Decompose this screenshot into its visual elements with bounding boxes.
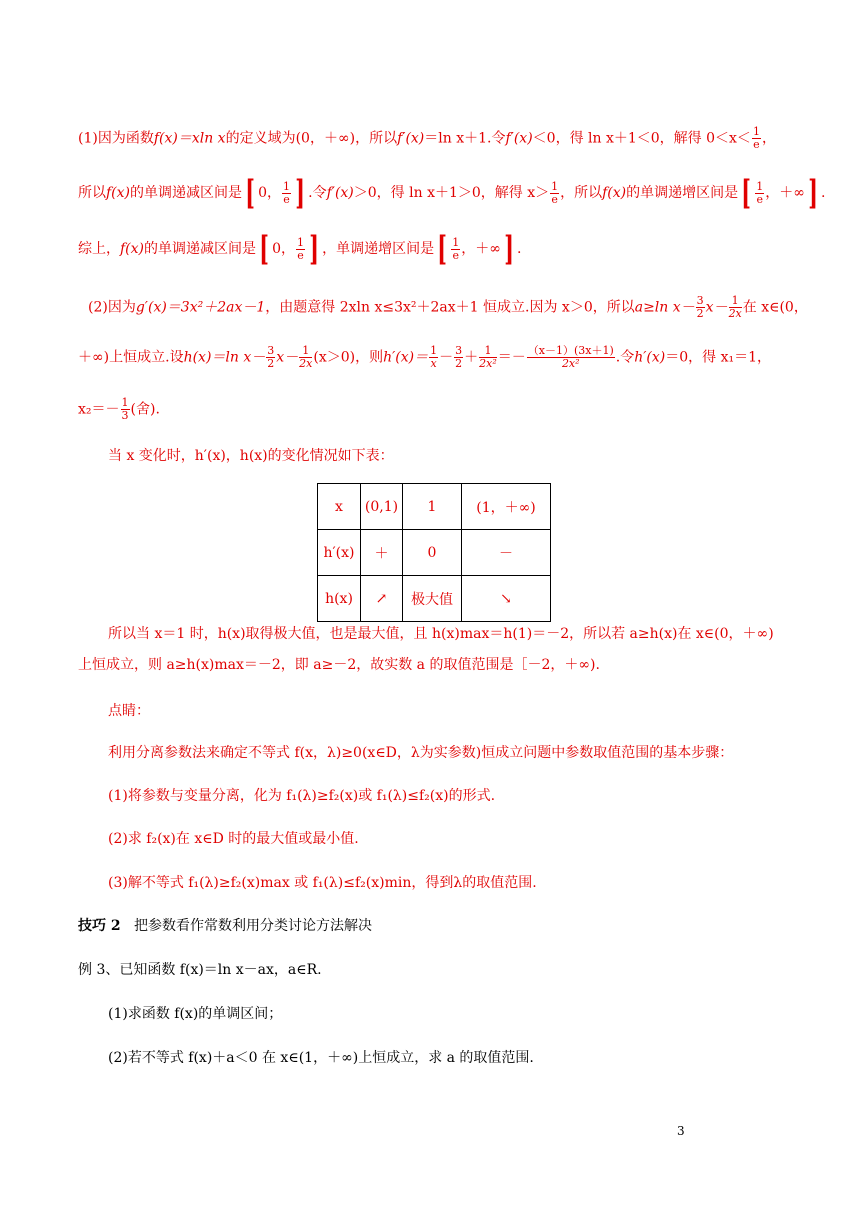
conclusion-line1: 所以当 x＝1 时，h(x)取得极大值，也是最大值，且 h(x)max＝h(1)＝－2，所以若 a≥h(x)在 x∈(0，＋∞)	[108, 626, 774, 642]
text: ＝ln x＋1.令	[424, 130, 506, 147]
skill2-title: 把参数看作常数利用分类讨论方法解决	[133, 918, 372, 934]
table-cell: (0,1)	[361, 484, 403, 530]
text: f(x)＝xln x	[153, 130, 226, 147]
text: 的单调递减区间是	[130, 185, 243, 201]
bracket-right-icon: ]	[504, 229, 514, 269]
table-cell: h′(x)	[318, 530, 361, 576]
tip-title: 点睛：	[108, 703, 150, 719]
table-cell: h(x)	[318, 576, 361, 622]
solution-part1-line3: 综上，f(x)的单调递减区间是[ 0， $\frac{1}{e}$ ] ，单调递增区间是[ $\frac{1}{e}$ ，＋∞] .	[78, 229, 522, 269]
skill2-heading	[78, 916, 372, 936]
table-cell: ＋	[361, 530, 403, 576]
fraction: $\frac{1}{2x}$	[299, 344, 313, 370]
bracket-right-icon: ]	[309, 229, 319, 269]
solution-part2-line2: ＋∞)上恒成立.设h(x)＝ln x－ $\frac{3}{2}$ x－ $\frac{1}{2x}(x>0)$，则h′(x)＝ $\frac{1}{x}-$ $\frac{3}{2}$ ＋ $\frac{1}{\text{2x²}}=-$ $\frac{(x-1)(3x+1)}{\text{2x²}}$.令h′(x)＝0，得 x₁＝1，	[78, 344, 771, 370]
bracket-left-icon: [	[741, 173, 752, 213]
solution-part1-line1: (1)因为函数f(x)＝xln x的定义域为(0，＋∞)，所以f′(x)＝ln x＋1.令f′(x)＜0，得 ln x＋1＜0，解得 0＜x＜ $\frac{1}{e}$ ，	[78, 125, 776, 151]
fraction: $\frac{1}{2x}$	[728, 294, 742, 320]
fraction: $\frac{1}{e}$	[283, 179, 291, 206]
table-cell: 极大值	[403, 576, 462, 622]
fraction: $\frac{1}{e}$	[452, 235, 460, 262]
variation-table	[317, 483, 551, 622]
solution-part1-line2: 所以f(x)的单调递减区间是[ 0， $\frac{1}{e}$ ] .令f′(x)＞0，得 ln x＋1＞0，解得 x＞ $\frac{1}{e}$ ，所以f(x)的单调递增区间是[ $\frac{1}{e}$ ，＋∞] .	[78, 173, 826, 213]
conclusion-line2: 上恒成立，则 a≥h(x)max＝－2，即 a≥－2，故实数 a 的取值范围是［－2，＋∞).	[78, 657, 600, 673]
fraction: $\frac{(x-1)(3x+1)}{\text{2x²}}$	[527, 344, 614, 370]
fraction: $\frac{1}{e}$	[551, 179, 559, 206]
solution-part2-line1: (2)因为g′(x)＝3x²＋2ax－1，由题意得 2xln x≤3x²＋2ax＋1 恒成立.因为 x＞0，所以a≥ln x－ $\frac{3}{2}$ x－ $\frac{1}{2x}$在 x∈(0，	[88, 294, 808, 320]
skill2-label: 技巧 2	[78, 918, 121, 934]
solution-part2-line3: x₂＝－ $\frac{1}{3}$ (舍).	[78, 396, 160, 422]
tip-line4: (3)解不等式 f₁(λ)≥f₂(x)max 或 f₁(λ)≤f₂(x)min，得到λ的取值范围.	[108, 875, 537, 891]
table-cell: －	[462, 530, 551, 576]
table-cell: (1，＋∞)	[462, 484, 551, 530]
bracket-right-icon: ]	[808, 173, 818, 213]
fraction: $\frac{3}{2}$	[455, 344, 463, 370]
text: 所以	[78, 185, 106, 201]
tip-line1: 利用分离参数法来确定不等式 f(x，λ)≥0(x∈D，λ为实参数)恒成立问题中参数取值范围的基本步骤：	[108, 745, 734, 761]
table-cell: ↗	[361, 576, 403, 622]
bracket-left-icon: [	[259, 229, 269, 269]
fraction: $\frac{1}{\text{2x²}}$	[479, 344, 497, 370]
tip-line2: (1)将参数与变量分离，化为 f₁(λ)≥f₂(x)或 f₁(λ)≤f₂(x)的形式.	[108, 788, 496, 804]
bracket-right-icon: ]	[295, 173, 305, 213]
table-row	[318, 484, 551, 530]
text: f′(x)	[505, 130, 533, 147]
fraction: $\frac{1}{e}$	[297, 235, 305, 262]
text: (1)因为函数	[78, 130, 154, 147]
fraction: $\frac{1}{3}$	[121, 396, 129, 422]
text: f(x)	[106, 185, 131, 201]
tip-line3: (2)求 f₂(x)在 x∈D 时的最大值或最小值.	[108, 831, 359, 847]
text: ＜0，得 ln x＋1＜0，解得 0＜x＜	[532, 130, 751, 147]
page-number: 3	[677, 1124, 685, 1138]
table-row	[318, 530, 551, 576]
table-row	[318, 576, 551, 622]
bracket-left-icon: [	[245, 173, 255, 213]
bracket-left-icon: [	[437, 229, 447, 269]
fraction: $\frac{1}{x}$	[430, 344, 438, 370]
example3-question1: (1)求函数 f(x)的单调区间；	[108, 1006, 283, 1022]
table-intro: 当 x 变化时，h′(x)，h(x)的变化情况如下表：	[108, 448, 394, 464]
fraction: $\frac{1}{e}$	[756, 179, 764, 206]
table-cell: ↘	[462, 576, 551, 622]
table-cell: 0	[403, 530, 462, 576]
fraction: $\frac{1}{e}$	[752, 125, 760, 151]
fraction: $\frac{3}{2}$	[267, 344, 275, 370]
table-cell: 1	[403, 484, 462, 530]
text: f′(x)	[397, 130, 425, 147]
example3-statement: 例 3、已知函数 f(x)＝ln x－ax，a∈R.	[78, 962, 322, 978]
text: 的定义域为(0，＋∞)，所以	[225, 130, 398, 147]
fraction: $\frac{3}{2}$	[696, 294, 704, 320]
table-cell: x	[318, 484, 361, 530]
example3-question2: (2)若不等式 f(x)＋a＜0 在 x∈(1，＋∞)上恒成立，求 a 的取值范围.	[108, 1050, 534, 1066]
